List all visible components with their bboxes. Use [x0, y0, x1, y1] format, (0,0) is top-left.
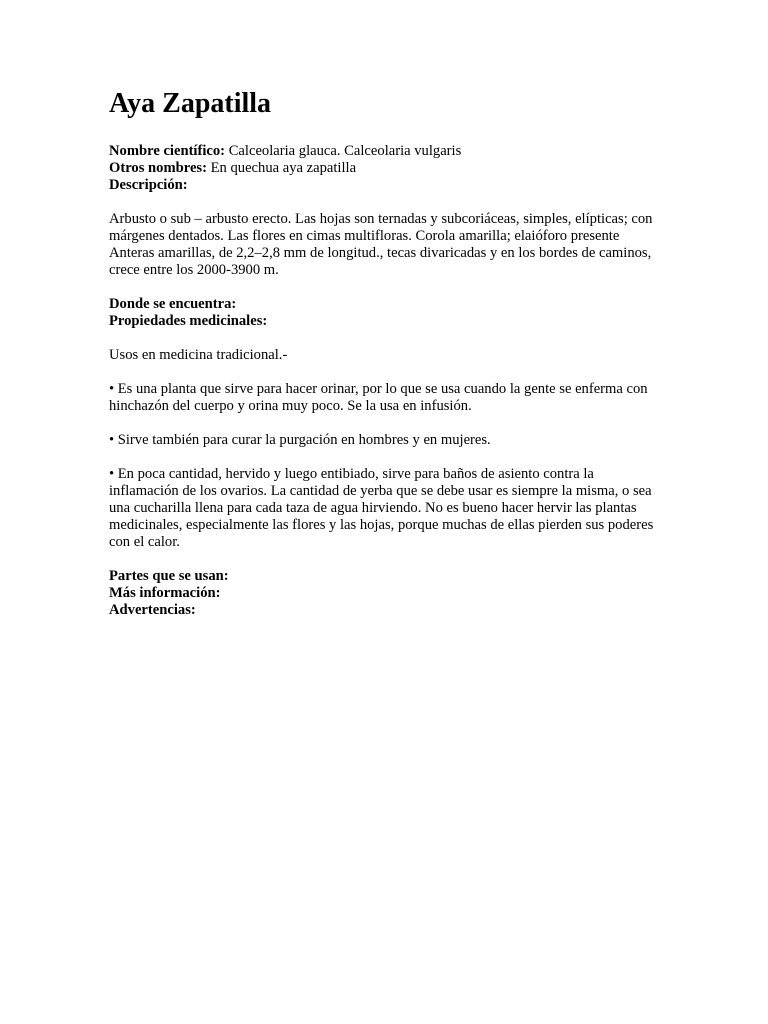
uses-heading: Usos en medicina tradicional.-	[109, 347, 288, 363]
other-names-line	[109, 160, 659, 177]
location-label: Donde se encuentra:	[109, 296, 237, 312]
spacer	[109, 330, 659, 347]
more-info-label: Más información:	[109, 585, 221, 601]
use-item: • En poca cantidad, hervido y luego entibiado, sirve para baños de asiento contra la inflamación de los ovarios. La cantidad de yerba que se debe usar es siempre la misma, o sea una cucharilla llena para cada taza de agua hirviendo. No es bueno hacer hervir las plantas medicinales, especialmente las flores y las hojas, porque muchas de ellas pierden sus poderes con el calor.	[109, 466, 654, 550]
description-line	[109, 177, 659, 194]
use-item: • Es una planta que sirve para hacer orinar, por lo que se usa cuando la gente se enferma con hinchazón del cuerpo y orina muy poco. Se la usa en infusión.	[109, 381, 648, 414]
use-item: • Sirve también para curar la purgación en hombres y en mujeres.	[109, 432, 491, 448]
warnings-line	[109, 602, 659, 619]
properties-label: Propiedades medicinales:	[109, 313, 268, 329]
spacer	[109, 449, 659, 466]
properties-line	[109, 313, 659, 330]
scientific-name-value: Calceolaria glauca. Calceolaria vulgaris	[228, 143, 462, 159]
location-line	[109, 296, 659, 313]
other-names-value: En quechua aya zapatilla	[210, 160, 357, 176]
other-names-label: Otros nombres:	[109, 160, 207, 176]
scientific-name-label: Nombre científico:	[109, 143, 226, 159]
parts-used-label: Partes que se usan:	[109, 568, 229, 584]
warnings-label: Advertencias:	[109, 602, 196, 618]
document-page	[109, 86, 659, 619]
spacer	[109, 279, 659, 296]
more-info-line	[109, 585, 659, 602]
scientific-name-line	[109, 143, 659, 160]
description-text: Arbusto o sub – arbusto erecto. Las hojas son ternadas y subcoriáceas, simples, elípticas; con márgenes dentados. Las flores en cimas multifloras. Corola amarilla; elaióforo presente Anteras amarillas, de 2,2–2,8 mm de longitud., tecas divaricadas y en los bordes de caminos, crece entre los 2000-3900 m.	[109, 211, 653, 278]
spacer	[109, 551, 659, 568]
description-label: Descripción:	[109, 177, 188, 193]
parts-used-line	[109, 568, 659, 585]
spacer	[109, 364, 659, 381]
spacer	[109, 415, 659, 432]
spacer	[109, 194, 659, 211]
page-title: Aya Zapatilla	[109, 88, 272, 119]
